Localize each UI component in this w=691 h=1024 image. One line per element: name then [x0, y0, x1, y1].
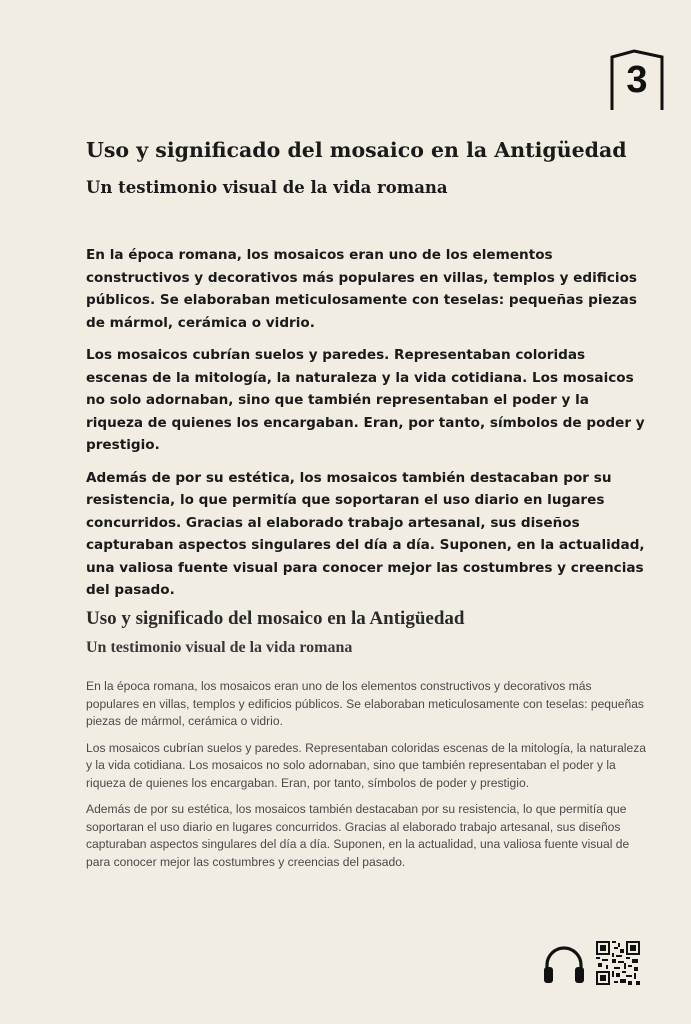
- main-text: [86, 244, 646, 612]
- paragraph: Además de por su estética, los mosaicos también destacaban por su resistencia, lo que permitía que soportaran el uso diario en lugares concurridos. Gracias al elaborado trabajo artesanal, sus diseños capturaban aspectos singulares del día a día. Suponen, en la actualidad, una valiosa fuente visual de para conocer mejor las costumbres y creencias del pasado.: [86, 802, 630, 869]
- secondary-subtitle: Un testimonio visual de la vida romana: [86, 639, 353, 656]
- secondary-text: [86, 678, 646, 880]
- secondary-title: Uso y significado del mosaico en la Antigüedad: [86, 608, 465, 629]
- paragraph: Los mosaicos cubrían suelos y paredes. Representaban coloridas escenas de la mitología, la naturaleza y la vida cotidiana. Los mosaicos no solo adornaban, sino que también representaban el poder y la riqueza de quienes los encargaban. Eran, por tanto, símbolos de poder y prestigio.: [86, 740, 646, 790]
- section-number: 3: [626, 59, 648, 101]
- paragraph: Además de por su estética, los mosaicos también destacaban por su resistencia, lo que permitía que soportaran el uso diario en lugares concurridos. Gracias al elaborado trabajo artesanal, sus diseños capturaban aspectos singulares del día a día. Suponen, en la actualidad, una valiosa fuente visual para conocer mejor las costumbres y creencias del pasado.: [86, 469, 645, 598]
- paragraph: Los mosaicos cubrían suelos y paredes. Representaban coloridas escenas de la mitología, la naturaleza y la vida cotidiana. Los mosaicos no solo adornaban, sino que también representaban el poder y la riqueza de quienes los encargaban. Eran, por tanto, símbolos de poder y prestigio.: [86, 347, 645, 453]
- section-number-badge: [610, 49, 664, 111]
- page-title: Uso y significado del mosaico en la Antigüedad: [86, 138, 627, 162]
- paragraph: En la época romana, los mosaicos eran uno de los elementos constructivos y decorativos más populares en villas, templos y edificios públicos. Se elaboraban meticulosamente con teselas: pequeñas piezas de mármol, cerámica o vidrio.: [86, 247, 637, 331]
- headphones-icon[interactable]: [541, 941, 587, 987]
- page-subtitle: Un testimonio visual de la vida romana: [86, 178, 448, 197]
- qr-code-icon[interactable]: [596, 941, 640, 985]
- paragraph: En la época romana, los mosaicos eran uno de los elementos constructivos y decorativos más populares en villas, templos y edificios públicos. Se elaboraban meticulosamente con teselas: pequeñas piezas de mármol, cerámica o vidrio.: [86, 679, 644, 728]
